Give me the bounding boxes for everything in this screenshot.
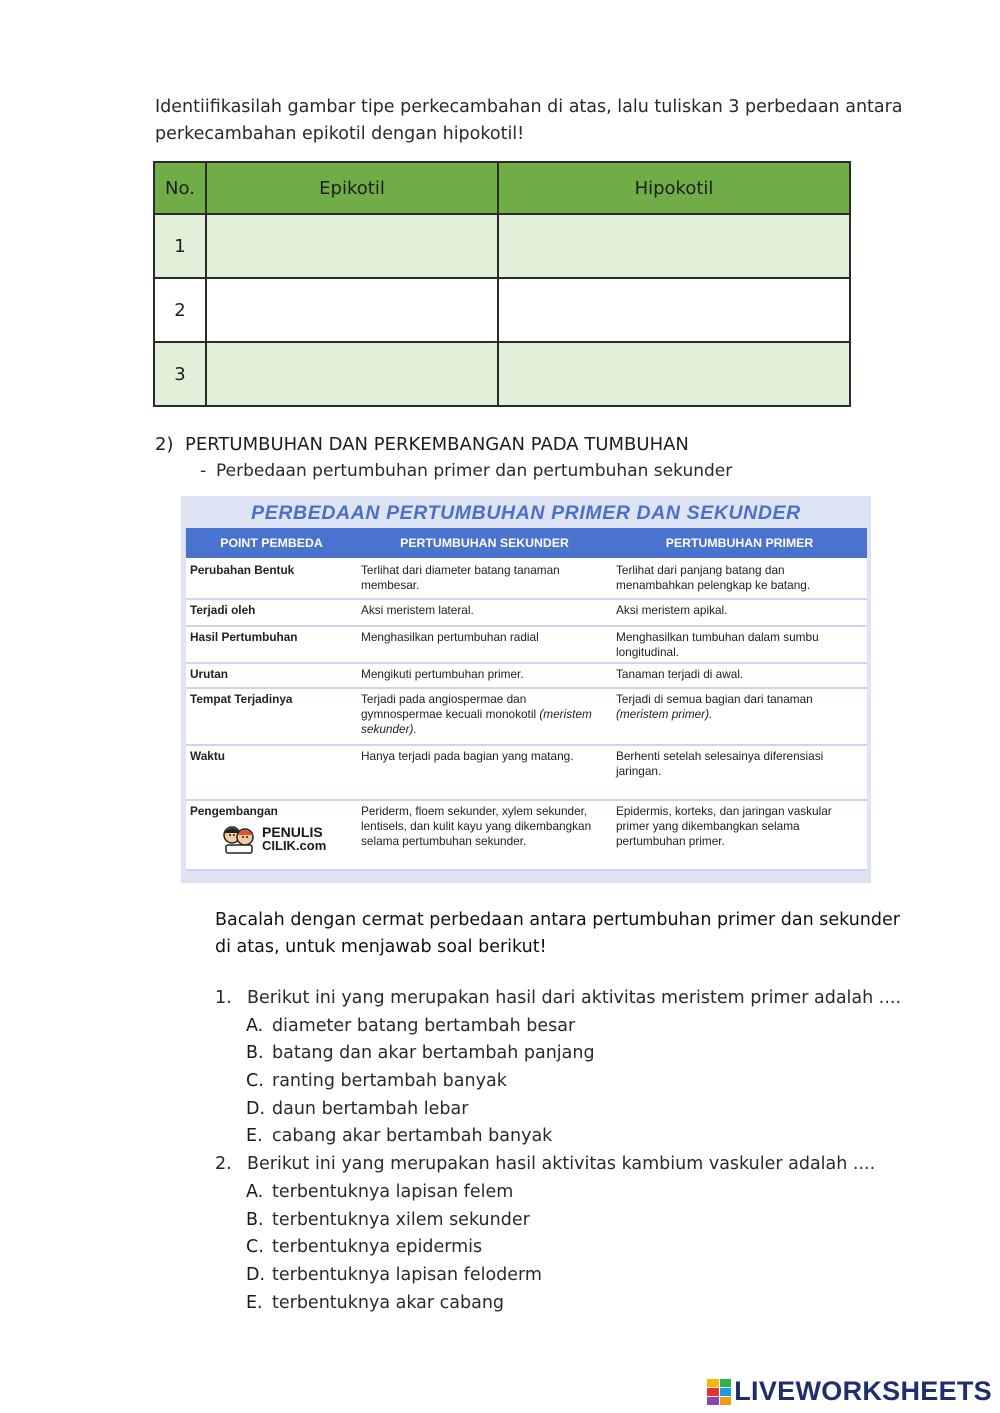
sekunder-text: Terjadi pada angiospermae dan gymnospermae kecuali monokotil [361, 692, 537, 721]
point-cell: Terjadi oleh [186, 599, 357, 626]
point-cell: Urutan [186, 663, 357, 688]
instruction-text [215, 907, 905, 961]
comparison-header [186, 528, 867, 559]
answer-table-header [154, 162, 850, 214]
primer-cell: Berhenti setelah selesainya diferensiasi jaringan. [612, 745, 867, 800]
sekunder-em: (meristem sekunder). [361, 707, 592, 736]
comparison-table [186, 528, 867, 871]
question-1 [215, 985, 915, 1013]
answer-option[interactable] [215, 1262, 915, 1290]
question-number: 1. [215, 988, 232, 1008]
header-point: POINT PEMBEDA [186, 528, 357, 559]
question-list [215, 985, 915, 1317]
comparison-row [186, 663, 867, 688]
answer-option[interactable] [215, 1096, 915, 1124]
answer-option[interactable] [215, 1179, 915, 1207]
header-epikotil: Epikotil [206, 162, 498, 214]
intro-line-1: Identiifikasilah gambar tipe perkecambahan di atas, lalu tuliskan 3 perbedaan antara [155, 97, 903, 117]
header-primer: PERTUMBUHAN PRIMER [612, 528, 867, 559]
section-number: 2) [155, 434, 174, 455]
logo-text [262, 825, 326, 853]
sekunder-cell: Menghasilkan pertumbuhan radial [357, 626, 612, 663]
option-text: ranting bertambah banyak [272, 1071, 507, 1092]
intro-line-2: perkecambahan epikotil dengan hipokotil! [155, 124, 525, 144]
option-text: diameter batang bertambah besar [272, 1015, 576, 1036]
option-letter: B. [246, 1209, 264, 1230]
option-letter: E. [246, 1292, 263, 1313]
option-text: terbentuknya epidermis [272, 1237, 483, 1258]
point-cell: Hasil Pertumbuhan [186, 626, 357, 663]
primer-cell: Epidermis, korteks, dan jaringan vaskular primer yang dikembangkan selama pertumbuhan primer. [612, 800, 867, 870]
primer-cell: Tanaman terjadi di awal. [612, 663, 867, 688]
row-number: 2 [154, 278, 206, 342]
comparison-row [186, 688, 867, 745]
section-subtitle [200, 461, 732, 481]
comparison-row [186, 800, 867, 870]
answer-option[interactable] [215, 1207, 915, 1235]
option-text: cabang akar bertambah banyak [272, 1126, 553, 1147]
brand-text: LIVEWORKSHEETS [734, 1376, 992, 1406]
point-cell: Perubahan Bentuk [186, 559, 357, 599]
primer-cell: Aksi meristem apikal. [612, 599, 867, 626]
row-number: 3 [154, 342, 206, 406]
sekunder-cell: Aksi meristem lateral. [357, 599, 612, 626]
primer-cell: Terlihat dari panjang batang dan menambahkan pelengkap ke batang. [612, 559, 867, 599]
option-letter: A. [246, 1181, 264, 1202]
option-letter: C. [246, 1237, 264, 1258]
option-letter: C. [246, 1071, 264, 1092]
instruction-line-1: Bacalah dengan cermat perbedaan antara pertumbuhan primer dan sekunder [215, 910, 900, 930]
liveworksheets-brand[interactable] [707, 1376, 992, 1407]
question-2 [215, 1151, 915, 1179]
intro-text [155, 94, 905, 148]
point-cell [186, 800, 357, 870]
answer-row-2 [154, 278, 850, 342]
kids-icon [220, 823, 258, 855]
answer-option[interactable] [215, 1234, 915, 1262]
answer-row-3 [154, 342, 850, 406]
penulis-cilik-logo [220, 823, 353, 855]
answer-option[interactable] [215, 1013, 915, 1041]
hipokotil-answer-2[interactable] [498, 278, 850, 342]
option-text: terbentuknya lapisan feloderm [272, 1264, 542, 1285]
comparison-row [186, 599, 867, 626]
point-label: Pengembangan [190, 804, 278, 818]
option-text: batang dan akar bertambah panjang [272, 1043, 595, 1064]
hipokotil-answer-1[interactable] [498, 214, 850, 278]
option-text: terbentuknya akar cabang [272, 1292, 505, 1313]
option-text: daun bertambah lebar [272, 1098, 469, 1119]
comparison-figure [181, 496, 871, 883]
comparison-row [186, 626, 867, 663]
question-text: Berikut ini yang merupakan hasil dari aktivitas meristem primer adalah .... [247, 988, 902, 1008]
sekunder-cell: Terlihat dari diameter batang tanaman membesar. [357, 559, 612, 599]
option-letter: D. [246, 1098, 266, 1119]
option-letter: E. [246, 1126, 263, 1147]
comparison-row [186, 559, 867, 599]
option-letter: B. [246, 1043, 264, 1064]
subtitle-dash: - [200, 461, 207, 481]
epikotil-answer-2[interactable] [206, 278, 498, 342]
epikotil-answer-3[interactable] [206, 342, 498, 406]
answer-row-1 [154, 214, 850, 278]
sekunder-cell [357, 688, 612, 745]
comparison-row [186, 745, 867, 800]
instruction-line-2: di atas, untuk menjawab soal berikut! [215, 937, 547, 957]
section-heading [155, 434, 689, 455]
header-sekunder: PERTUMBUHAN SEKUNDER [357, 528, 612, 559]
option-text: terbentuknya lapisan felem [272, 1181, 514, 1202]
question-number: 2. [215, 1154, 232, 1175]
point-cell: Tempat Terjadinya [186, 688, 357, 745]
answer-option[interactable] [215, 1123, 915, 1151]
epikotil-answer-1[interactable] [206, 214, 498, 278]
figure-title: PERBEDAAN PERTUMBUHAN PRIMER DAN SEKUNDER [251, 502, 801, 524]
point-cell: Waktu [186, 745, 357, 800]
primer-text: Terjadi di semua bagian dari tanaman [616, 692, 813, 706]
option-letter: A. [246, 1015, 264, 1036]
sekunder-cell: Mengikuti pertumbuhan primer. [357, 663, 612, 688]
logo-line-1: PENULIS [262, 824, 323, 840]
primer-cell: Menghasilkan tumbuhan dalam sumbu longitudinal. [612, 626, 867, 663]
sekunder-cell: Periderm, floem sekunder, xylem sekunder, lentisels, dan kulit kayu yang dikembangkan selama pertumbuhan sekunder. [357, 800, 612, 870]
answer-table [153, 161, 851, 407]
hipokotil-answer-3[interactable] [498, 342, 850, 406]
option-text: terbentuknya xilem sekunder [272, 1209, 530, 1230]
answer-option[interactable] [215, 1040, 915, 1068]
row-number: 1 [154, 214, 206, 278]
answer-option[interactable] [215, 1068, 915, 1096]
primer-cell [612, 688, 867, 745]
sekunder-cell: Hanya terjadi pada bagian yang matang. [357, 745, 612, 800]
answer-option[interactable] [215, 1290, 915, 1318]
header-hipokotil: Hipokotil [498, 162, 850, 214]
header-no: No. [154, 162, 206, 214]
logo-line-2: CILIK.com [262, 838, 327, 853]
question-text: Berikut ini yang merupakan hasil aktivitas kambium vaskuler adalah .... [247, 1154, 876, 1175]
primer-em: (meristem primer). [616, 707, 713, 721]
subtitle-text: Perbedaan pertumbuhan primer dan pertumbuhan sekunder [216, 461, 733, 481]
section-title: PERTUMBUHAN DAN PERKEMBANGAN PADA TUMBUHAN [185, 434, 689, 455]
option-letter: D. [246, 1264, 266, 1285]
liveworksheets-logo-icon [707, 1379, 731, 1405]
